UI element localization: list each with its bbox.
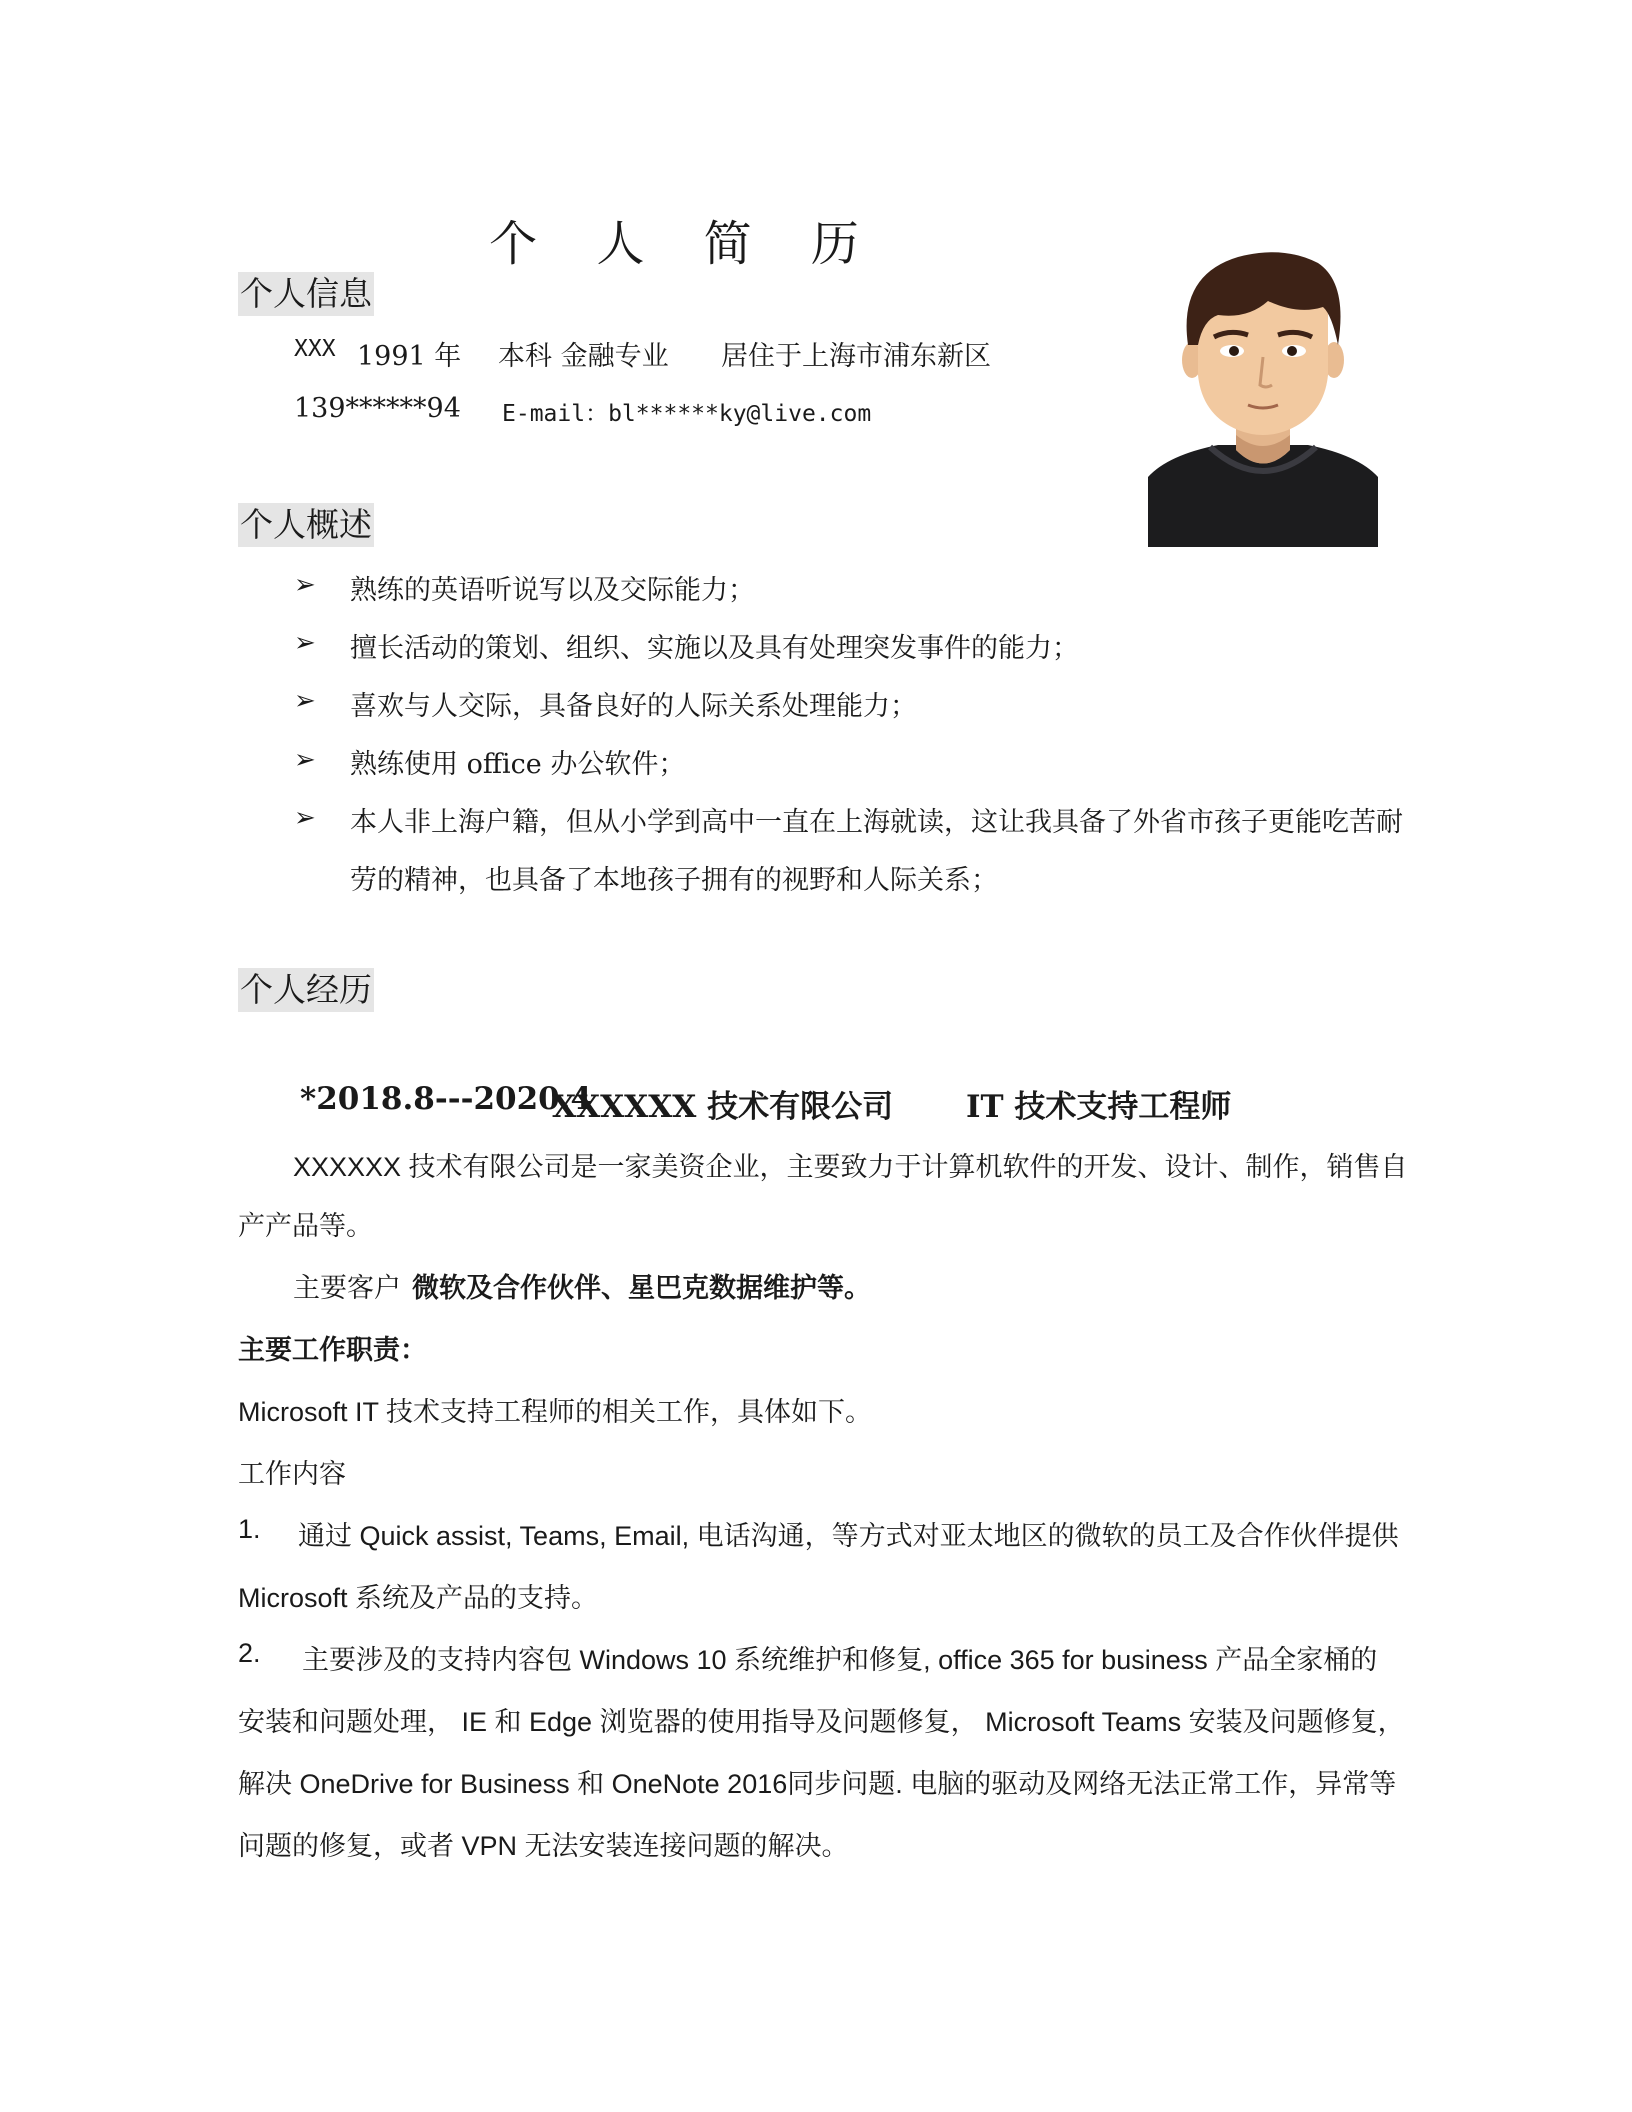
bullet-arrow-icon: ➢ bbox=[294, 628, 316, 658]
summary-item: 熟练的英语听说写以及交际能力； bbox=[350, 575, 755, 606]
summary-item: 本人非上海户籍，但从小学到高中一直在上海就读，这让我具备了外省市孩子更能吃苦耐 bbox=[350, 807, 1403, 838]
work-item-1: 通过 Quick assist, Teams, Email, 电话沟通，等方式对亚太地区的微软的员工及合作伙伴提供 bbox=[298, 1521, 1399, 1551]
clients-label: 主要客户 bbox=[293, 1273, 401, 1304]
section-heading-summary: 个人概述 bbox=[238, 503, 374, 547]
bullet-arrow-icon: ➢ bbox=[294, 803, 316, 833]
info-birth: 1991 年 bbox=[357, 341, 462, 372]
avatar-illustration bbox=[1148, 245, 1378, 547]
page-title: 个 人 简 历 bbox=[489, 216, 881, 272]
company-description: XXXXXX 技术有限公司是一家美资企业，主要致力于计算机软件的开发、设计、制作，销售自 bbox=[293, 1152, 1408, 1182]
duties-label: 主要工作职责： bbox=[238, 1335, 427, 1366]
avatar bbox=[1148, 245, 1378, 547]
summary-item-continuation: 劳的精神，也具备了本地孩子拥有的视野和人际关系； bbox=[350, 865, 998, 896]
company-description-continuation: 产产品等。 bbox=[238, 1211, 373, 1242]
job-period: *2018.8---2020.4 bbox=[300, 1081, 593, 1117]
job-position: IT 技术支持工程师 bbox=[966, 1089, 1232, 1125]
summary-item: 熟练使用 office 办公软件； bbox=[350, 749, 686, 780]
info-phone: 139******94 bbox=[294, 393, 461, 424]
summary-item: 擅长活动的策划、组织、实施以及具有处理突发事件的能力； bbox=[350, 633, 1079, 664]
duties-intro: Microsoft IT 技术支持工程师的相关工作，具体如下。 bbox=[238, 1397, 873, 1427]
info-residence: 居住于上海市浦东新区 bbox=[721, 341, 991, 372]
list-number: 2. bbox=[238, 1638, 261, 1668]
bullet-arrow-icon: ➢ bbox=[294, 686, 316, 716]
section-heading-info: 个人信息 bbox=[238, 272, 374, 316]
job-company: XXXXXX 技术有限公司 bbox=[552, 1089, 894, 1125]
work-item-2-line3: 解决 OneDrive for Business 和 OneNote 2016同步问题. 电脑的驱动及网络无法正常工作，异常等 bbox=[238, 1769, 1397, 1799]
bullet-arrow-icon: ➢ bbox=[294, 745, 316, 775]
work-item-2-line4: 问题的修复，或者 VPN 无法安装连接问题的解决。 bbox=[238, 1831, 849, 1861]
section-heading-experience: 个人经历 bbox=[238, 968, 374, 1012]
info-name: XXX bbox=[294, 336, 336, 362]
work-item-2: 主要涉及的支持内容包 Windows 10 系统维护和修复, office 365 for business 产品全家桶的 bbox=[302, 1645, 1378, 1675]
work-item-1-continuation: Microsoft 系统及产品的支持。 bbox=[238, 1583, 599, 1613]
info-email: E-mail：bl******ky@live.com bbox=[502, 401, 872, 427]
info-education: 本科 金融专业 bbox=[498, 341, 669, 372]
list-number: 1. bbox=[238, 1514, 261, 1544]
work-item-2-line2: 安装和问题处理， IE 和 Edge 浏览器的使用指导及问题修复， Microsoft Teams 安装及问题修复， bbox=[238, 1707, 1405, 1737]
clients-value: 微软及合作伙伴、星巴克数据维护等。 bbox=[412, 1273, 871, 1304]
summary-item: 喜欢与人交际，具备良好的人际关系处理能力； bbox=[350, 691, 917, 722]
bullet-arrow-icon: ➢ bbox=[294, 570, 316, 600]
work-content-label: 工作内容 bbox=[238, 1459, 346, 1490]
